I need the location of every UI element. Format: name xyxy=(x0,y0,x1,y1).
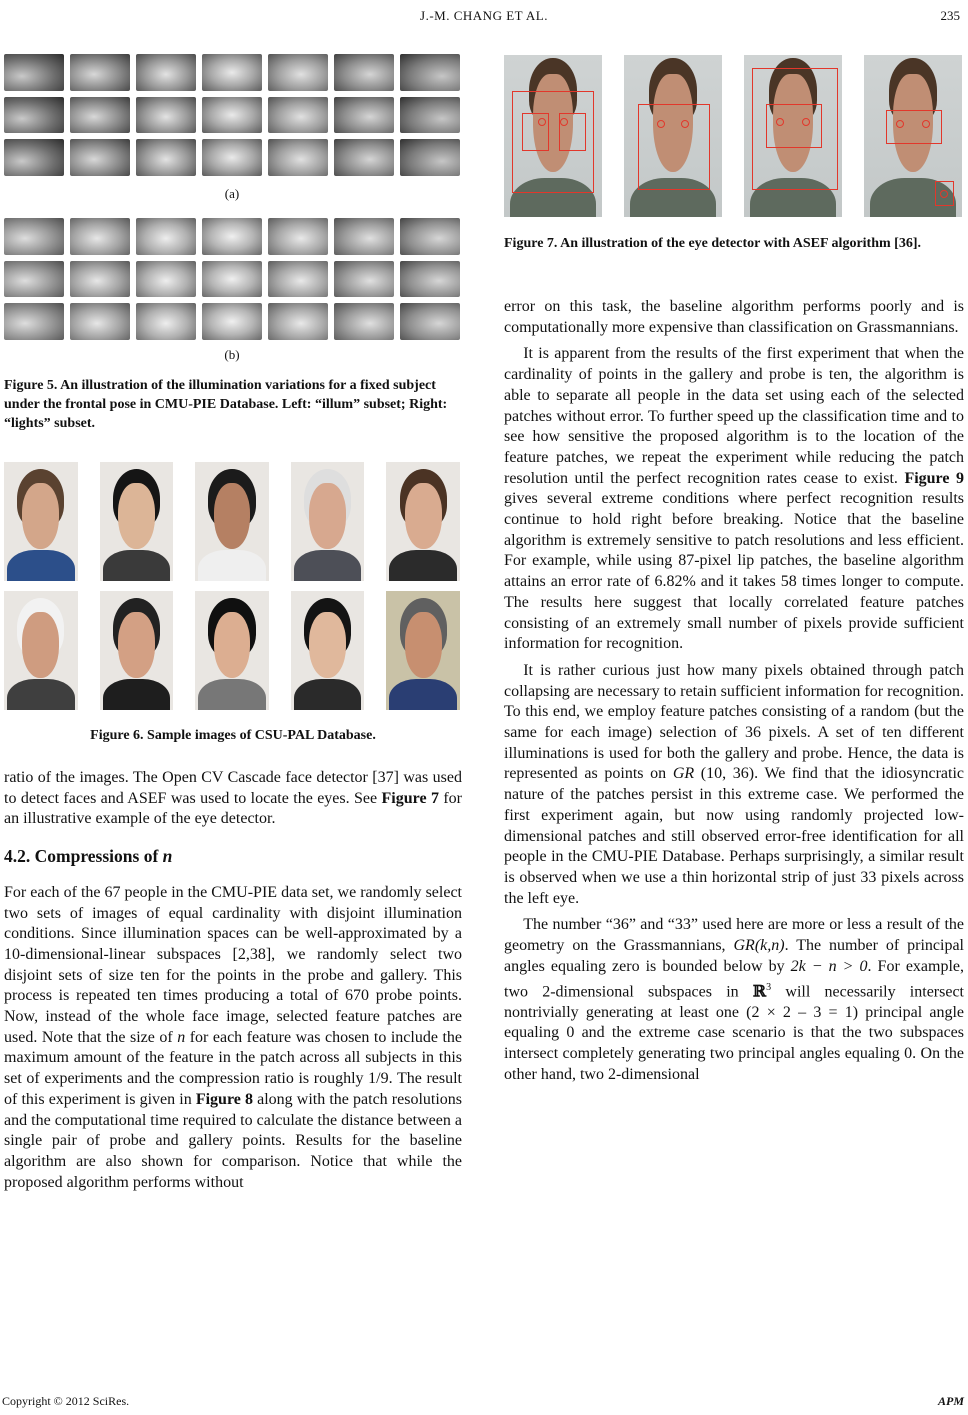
figure5-caption: Figure 5. An illustration of the illumination variations for a fixed subject under the frontal pose in CMU-PIE Database. Left: “illum” subset; Right: “lights” subset. xyxy=(4,378,448,431)
eye-detector-photo xyxy=(744,55,842,217)
figure7-caption: Figure 7. An illustration of the eye detector with ASEF algorithm [36]. xyxy=(504,236,921,251)
face-photo xyxy=(4,462,78,581)
face-photo xyxy=(195,462,269,581)
figure5-sublabel-a: (a) xyxy=(224,186,240,201)
journal-abbrev: APM xyxy=(937,1394,964,1408)
face-photo xyxy=(386,591,460,710)
right-paragraph-2: It is apparent from the results of the first experiment that when the cardinality of points in the gallery and probe is ten, the algorithm is able to separate all people in the data set using each of the selected patches without error. To further speed up the classification time and to see how sensitive the proposed algorithm is to the location of the feature patches, we repeat the experiment while reducing the patch resolution until the perfect recognition rates cease to exist. Figure 9 gives several extreme conditions where perfect recognition results continue to hold right before breaking. Notice that the baseline algorithm is extremely sensitive to patch resolutions and less efficient. For example, while using 87-pixel lip patches, the baseline algorithm attains an error rate of 6.82% and it takes 58 times longer to compute. The results here suggest that locally correlated feature patches consisting of an extremely small number of pixels provide sufficient information for recognition. xyxy=(504,345,964,653)
eye-detector-photo xyxy=(504,55,602,217)
face-photo xyxy=(291,591,365,710)
figure7-image-row xyxy=(504,55,962,217)
face-photo xyxy=(386,462,460,581)
running-title: J.-M. CHANG ET AL. xyxy=(420,8,548,23)
figure5-panel-a xyxy=(4,54,460,176)
left-column xyxy=(4,768,462,1193)
face-photo xyxy=(100,591,174,710)
figure6-caption: Figure 6. Sample images of CSU-PAL Database. xyxy=(90,728,376,743)
right-column xyxy=(504,297,964,1085)
page-header xyxy=(0,0,968,40)
right-paragraph-3: It is rather curious just how many pixels obtained through patch collapsing are necessary to retain sufficient information for recognition. To this end, we employ feature patches consisting of a random (but the same for each image) selection of 36 pixels. A set of ten different illuminations is used for both the gallery and probe. Hence, the data is represented as points on GR (10, 36). We find that the idiosyncratic nature of the patches persist in this extreme case. We performed the first experiment again, but now using randomly projected low-dimensional patches and still observed error-free identification for all people in the CMU-PIE Database. Perhaps surprisingly, a similar result is observed when we use a thin horizontal strip of just 33 pixels across the left eye. xyxy=(504,661,964,907)
face-photo xyxy=(195,591,269,710)
section-heading: 4.2. Compressions of n xyxy=(4,846,173,867)
page-number: 235 xyxy=(940,8,960,23)
page-footer xyxy=(0,1389,968,1415)
face-photo xyxy=(291,462,365,581)
right-paragraph-4: The number “36” and “33” used here are more or less a result of the geometry on the Grassmannians, GR(k,n). The number of principal angles equaling zero is bounded below by 2k − n > 0. For example, two 2-dimensional subspaces in ℝ$^3$ will necessarily intersect nontrivially generating at least one (2 × 2 – 3 = 1) principal angle equaling 0 and the extreme case scenario is that the two subspaces intersect completely generating two principal angles equaling 0. On the other hand, two 2-dimensional xyxy=(504,916,965,1083)
copyright-text: Copyright © 2012 SciRes. xyxy=(2,1394,130,1408)
right-paragraph-1: error on this task, the baseline algorithm performs poorly and is computationally more expensive than classification on Grassmannians. xyxy=(504,298,964,336)
eye-detector-photo xyxy=(624,55,722,217)
figure6-image-grid xyxy=(4,462,460,710)
eye-detector-photo xyxy=(864,55,962,217)
left-paragraph-2: For each of the 67 people in the CMU-PIE data set, we randomly select two sets of images of equal cardinality with disjoint illumination conditions. Since illumination spaces can be well-approximated by a 10-dimensional-linear subspaces [2,38], we randomly select two disjoint sets of size ten for the points in the probe and gallery. This process is repeated ten times producing a total of 670 probe points. Now, instead of the whole face image, selected feature patches are used. Note that the size of n for each feature was chosen to include the maximum amount of the feature in the patch across all subjects in this set of experiments and the compression ratio is roughly 1/9. The result of this experiment is given in Figure 8 along with the patch resolutions and the computational time required to calculate the distance between a single pair of probe and gallery points. Results for the baseline algorithm are also shown for comparison. Notice that while the proposed algorithm performs without xyxy=(4,883,463,1191)
face-photo xyxy=(100,462,174,581)
figure5-panel-b xyxy=(4,218,460,340)
left-paragraph-1: ratio of the images. The Open CV Cascade face detector [37] was used to detect faces and ASEF was used to locate the eyes. See Figure 7 for an illustrative example of the eye detector. xyxy=(4,769,463,828)
figure5-sublabel-b: (b) xyxy=(224,347,240,362)
face-photo xyxy=(4,591,78,710)
